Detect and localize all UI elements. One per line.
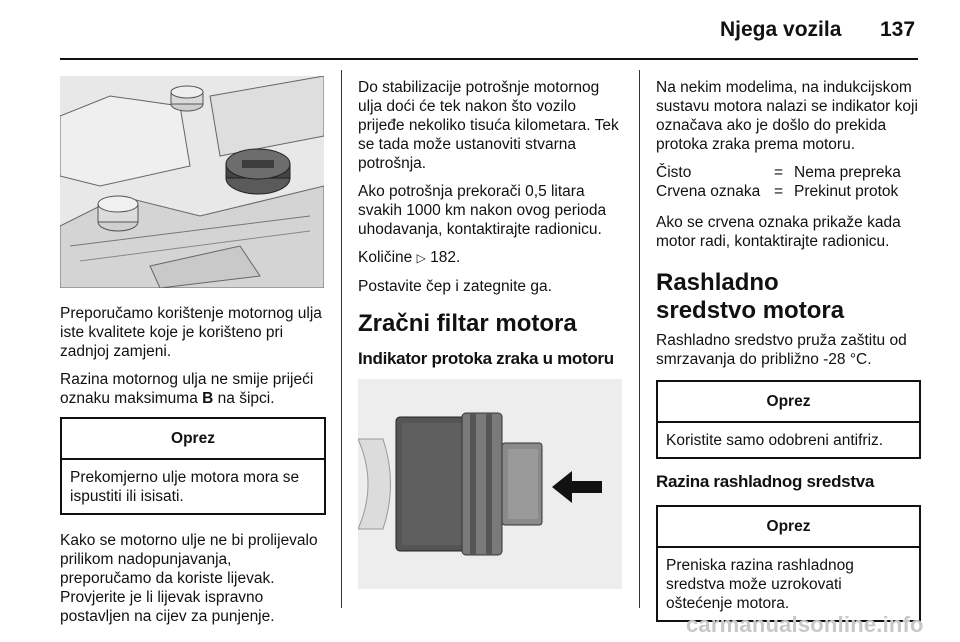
airflow-indicator-subheading: Indikator protoka zraka u motoru bbox=[358, 349, 614, 368]
coolant-level-subheading: Razina rashladnog sredstva bbox=[656, 472, 874, 491]
warning-box-coolant-level bbox=[656, 505, 921, 622]
warning-box-antifreeze bbox=[656, 380, 921, 459]
air-filter-heading: Zračni filtar motora bbox=[358, 310, 577, 337]
column-divider-1 bbox=[341, 70, 342, 608]
warning-text: Koristite samo odobreni antifriz. bbox=[666, 432, 884, 449]
indicator-intro-paragraph: Na nekim modelima, na indukcijskom sustavu motora nalazi se indikator koji označava ako je došlo do prekida protoka zraka prema motoru. bbox=[656, 79, 918, 153]
airflow-indicator-drawing bbox=[358, 379, 622, 589]
indicator-table bbox=[656, 163, 912, 201]
engine-oil-cap-illustration bbox=[60, 76, 324, 288]
warning-text: Prekomjerno ulje motora mora se ispustiti ili isisati. bbox=[70, 469, 300, 505]
warning-title: Oprez bbox=[62, 419, 324, 460]
funnel-paragraph: Kako se motorno ulje ne bi prolijevalo prilikom nadopunjavanja, preporučamo da koriste lijevak. Provjerite je li lijevak ispravno postavljen na cijev za punjenje. bbox=[60, 532, 318, 625]
triangle-reference-icon: ▷ bbox=[416, 251, 426, 265]
coolant-protection-paragraph: Rashladno sredstvo pruža zaštitu od smrzavanja do približno -28 °C. bbox=[656, 332, 907, 368]
oil-level-paragraph: Razina motornog ulja ne smije prijeći oznaku maksimuma B na šipci. bbox=[60, 371, 314, 407]
quantities-reference: Količine ▷ 182. bbox=[358, 249, 461, 266]
consumption-paragraph: Do stabilizacije potrošnje motornog ulja doći će tek nakon što vozilo prijeđe nekoliko tisuća kilometara. Tek se tada može ustanoviti stvarna potrošnja. bbox=[358, 79, 619, 172]
running-header-title: Njega vozila bbox=[720, 18, 842, 41]
mark-b: B bbox=[202, 390, 214, 407]
watermark: carmanualsonline.info bbox=[686, 612, 924, 637]
airflow-indicator-illustration bbox=[358, 379, 622, 589]
oil-quality-paragraph: Preporučamo korištenje motornog ulja iste kvalitete koje je korišteno pri zadnjoj zamjeni. bbox=[60, 305, 322, 360]
engine-bay-drawing bbox=[60, 76, 324, 288]
warning-title: Oprez bbox=[658, 507, 919, 548]
table-row: Čisto = Nema prepreka bbox=[656, 164, 901, 181]
table-row: Crvena oznaka = Prekinut protok bbox=[656, 183, 899, 200]
column-2 bbox=[358, 78, 626, 589]
column-1 bbox=[60, 76, 326, 635]
warning-title: Oprez bbox=[658, 382, 919, 423]
consumption-limit-paragraph: Ako potrošnja prekorači 0,5 litara svakih 1000 km nakon ovog perioda uhodavanja, kontaktirajte radionicu. bbox=[358, 183, 607, 238]
warning-box-oil bbox=[60, 417, 326, 515]
cap-paragraph: Postavite čep i zategnite ga. bbox=[358, 278, 552, 295]
column-divider-2 bbox=[639, 70, 640, 608]
page-number: 137 bbox=[880, 18, 916, 41]
red-mark-paragraph: Ako se crvena oznaka prikaže kada motor radi, kontaktirajte radionicu. bbox=[656, 214, 901, 250]
warning-text: Preniska razina rashladnog sredstva može uzrokovati oštećenje motora. bbox=[666, 557, 854, 612]
column-3 bbox=[656, 78, 921, 622]
coolant-heading: Rashladno sredstvo motora bbox=[656, 269, 845, 324]
header-rule bbox=[60, 58, 918, 60]
